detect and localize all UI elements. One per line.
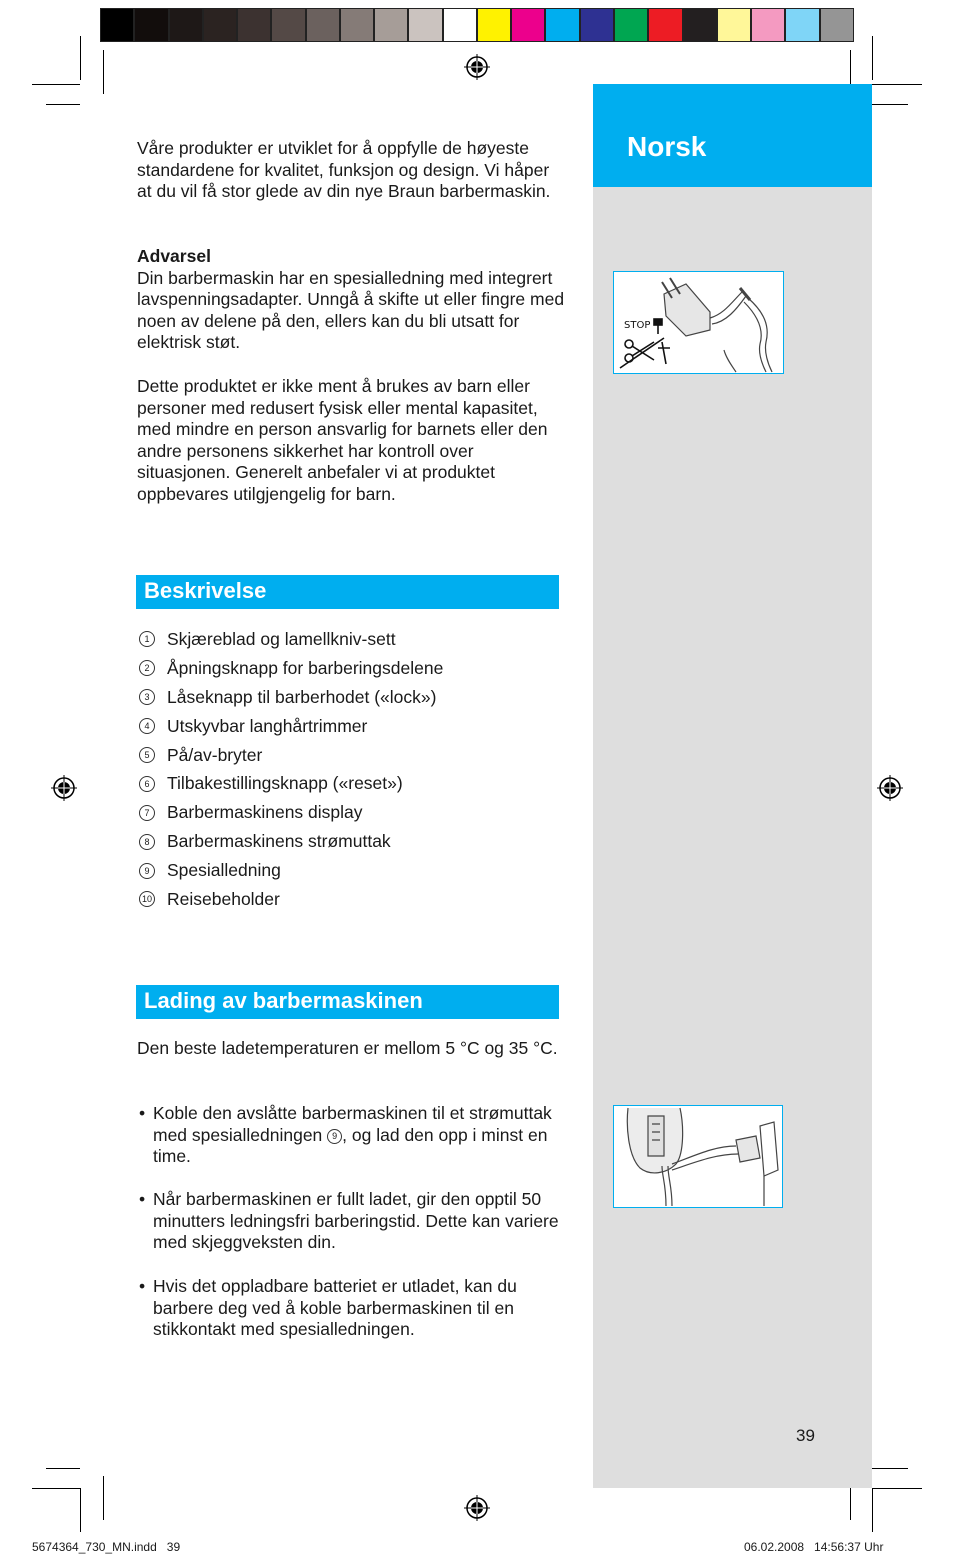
description-item-label: Utskyvbar langhårtrimmer: [167, 715, 368, 736]
color-swatch: [614, 8, 648, 42]
crop-mark: [872, 1488, 922, 1489]
description-section-header: [136, 575, 559, 609]
registration-mark-icon: [51, 775, 77, 801]
charging-heading: Lading av barbermaskinen: [144, 988, 423, 1013]
crop-mark: [103, 1476, 104, 1520]
crop-mark: [872, 104, 908, 105]
stop-label: STOP: [624, 320, 651, 331]
description-item: [137, 856, 567, 885]
description-heading: Beskrivelse: [144, 578, 267, 603]
color-swatch: [374, 8, 408, 42]
page-number: 39: [796, 1426, 815, 1445]
figure-plug-warning: [613, 271, 784, 374]
print-slug-file: 5674364_730_MN.indd 39: [32, 1540, 181, 1554]
crop-mark: [103, 50, 104, 94]
color-swatch: [545, 8, 579, 42]
print-slug-timestamp: 06.02.2008 14:56:37 Uhr: [744, 1540, 884, 1554]
crop-mark: [872, 84, 922, 85]
color-swatch: [820, 8, 854, 42]
description-item-label: Reisebeholder: [167, 888, 280, 909]
registration-mark-icon: [464, 54, 490, 80]
bullet3-text: Hvis det oppladbare batteriet er utladet, kan du barbere deg ved å koble barbermaskinen til en stikkontakt med spesialledningen.: [153, 1276, 517, 1340]
print-color-bar: [100, 8, 854, 42]
part-number-badge: 7: [139, 805, 155, 821]
language-title: Norsk: [627, 131, 707, 162]
color-swatch: [648, 8, 682, 42]
plug-illustration-icon: [614, 272, 783, 373]
charging-temperature: Den beste ladetemperaturen er mellom 5 °C og 35 °C.: [137, 1038, 558, 1058]
part-number-badge: 8: [139, 834, 155, 850]
color-swatch: [683, 8, 717, 42]
color-swatch: [203, 8, 237, 42]
description-item: [137, 827, 567, 856]
description-item-label: Spesialledning: [167, 860, 281, 881]
part-number-badge: 6: [139, 776, 155, 792]
color-swatch: [271, 8, 305, 42]
description-item-label: Tilbakestillingsknapp («reset»): [167, 773, 403, 794]
description-item: [137, 798, 567, 827]
description-item-label: Barbermaskinens display: [167, 802, 363, 823]
crop-mark: [46, 1468, 80, 1469]
description-item: [137, 769, 567, 798]
color-swatch: [717, 8, 751, 42]
color-swatch: [408, 8, 442, 42]
description-item: [137, 885, 567, 914]
charging-bullet-3: [137, 1276, 567, 1341]
warning-heading: Advarsel: [137, 246, 211, 266]
description-item-label: Låseknapp til barberhodet («lock»): [167, 686, 437, 707]
description-item-label: Åpningsknapp for barberingsdelene: [167, 657, 444, 678]
charging-section-header: [136, 985, 559, 1019]
crop-mark: [80, 1488, 81, 1532]
part-number-badge: 9: [139, 863, 155, 879]
description-item-label: Skjæreblad og lamellkniv-sett: [167, 628, 396, 649]
crop-mark: [32, 84, 80, 85]
part-number-badge: 4: [139, 718, 155, 734]
color-swatch: [511, 8, 545, 42]
bullet-symbol: •: [139, 1189, 146, 1209]
crop-mark: [872, 1468, 908, 1469]
part-number-ref: 9: [327, 1129, 342, 1144]
color-swatch: [169, 8, 203, 42]
part-number-badge: 10: [139, 891, 155, 907]
bullet-symbol: •: [139, 1103, 146, 1123]
bullet1-text-a: Koble den avslåtte barbermaskinen til et strømuttak med spesialledningen: [153, 1103, 552, 1145]
crop-mark: [46, 104, 80, 105]
description-item: [137, 712, 567, 741]
description-item: [137, 741, 567, 770]
crop-mark: [32, 1488, 80, 1489]
bullet-symbol: •: [139, 1276, 146, 1296]
color-swatch: [751, 8, 785, 42]
description-item-label: Barbermaskinens strømuttak: [167, 831, 391, 852]
crop-mark: [872, 1488, 873, 1532]
figure-shaver-charging: [613, 1105, 783, 1208]
color-swatch: [100, 8, 134, 42]
crop-mark: [872, 36, 873, 80]
warning-block: [137, 246, 567, 354]
color-swatch: [580, 8, 614, 42]
color-swatch: [443, 8, 477, 42]
description-item: [137, 654, 567, 683]
color-swatch: [306, 8, 340, 42]
safety-paragraph: Dette produktet er ikke ment å brukes av barn eller personer med redusert fysisk eller mental kapasitet, med mindre en person ansvarlig for barnets eller den andre personens sikkerhet har kontroll over situasjonen. Generelt anbefaler vi at produktet oppbevares utilgjengelig for barn.: [137, 376, 548, 504]
warning-text: Din barbermaskin har en spesialledning med integrert lavspenningsadapter. Unngå å skifte ut eller fingre med noen av delene på den, ellers kan du bli utsatt for elektrisk støt.: [137, 267, 565, 353]
bullet1-text-b: , og lad den opp i minst en time.: [153, 1124, 548, 1167]
description-item-label: På/av-bryter: [167, 744, 263, 765]
description-item: [137, 625, 567, 654]
part-number-badge: 5: [139, 747, 155, 763]
crop-mark: [80, 36, 81, 80]
intro-paragraph: Våre produkter er utviklet for å oppfylle de høyeste standardene for kvalitet, funksjon og design. Vi håper at du vil få stor glede av din nye Braun barbermaskin.: [137, 138, 551, 202]
bullet2-text: Når barbermaskinen er fullt ladet, gir den opptil 50 minutters ledningsfri barberingstid. Dette kan variere med skjeggveksten din.: [153, 1189, 559, 1253]
registration-mark-icon: [464, 1495, 490, 1521]
color-swatch: [477, 8, 511, 42]
part-number-badge: 2: [139, 660, 155, 676]
part-number-badge: 1: [139, 631, 155, 647]
description-item: [137, 683, 567, 712]
part-number-badge: 3: [139, 689, 155, 705]
color-swatch: [237, 8, 271, 42]
charging-bullet-1: [137, 1103, 567, 1168]
description-list: [137, 625, 567, 914]
color-swatch: [340, 8, 374, 42]
registration-mark-icon: [877, 775, 903, 801]
color-swatch: [785, 8, 819, 42]
charging-bullet-2: [137, 1189, 567, 1254]
shaver-charging-illustration-icon: [614, 1106, 782, 1207]
color-swatch: [134, 8, 168, 42]
